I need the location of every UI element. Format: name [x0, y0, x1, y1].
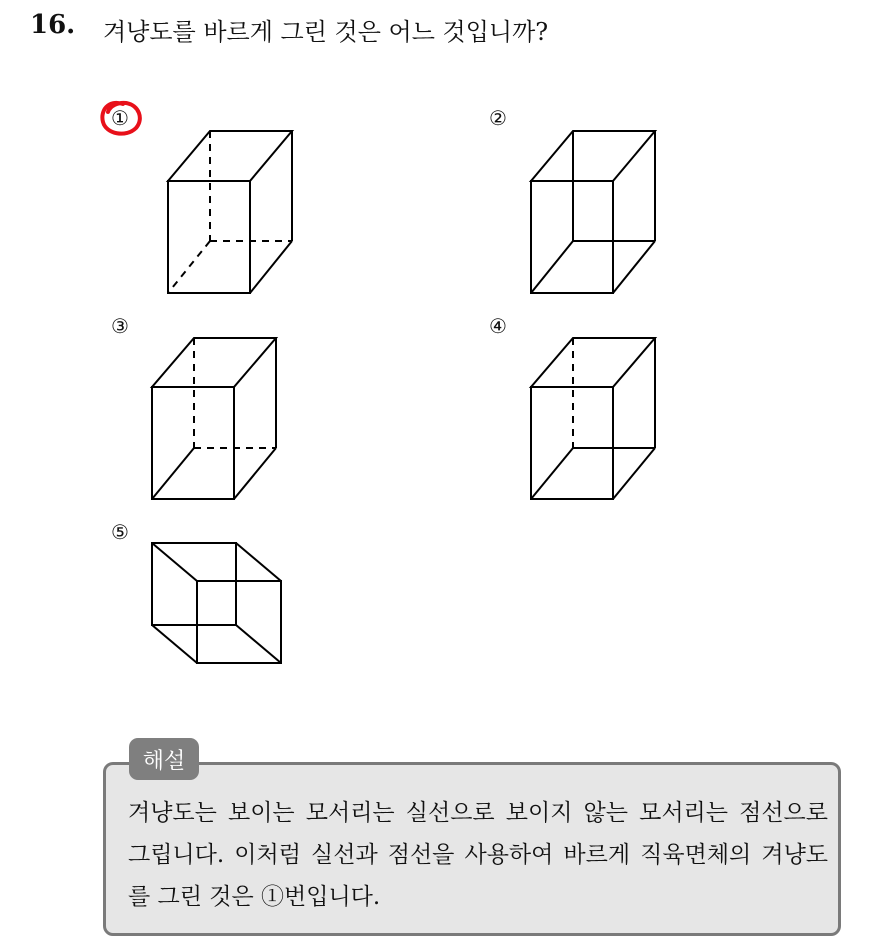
option-5-label[interactable]: ⑤ [111, 520, 129, 544]
explanation-tag: 해설 [129, 738, 199, 780]
option-3-cuboid[interactable] [152, 338, 276, 499]
question-number: 16. [30, 10, 76, 40]
option-4-label[interactable]: ④ [489, 314, 507, 338]
explanation-text: 겨냥도는 보이는 모서리는 실선으로 보이지 않는 모서리는 점선으로 그립니다. 이처럼 실선과 점선을 사용하여 바르게 직육면체의 겨냥도를 그린 것은 ①번입니다. [128, 800, 828, 910]
option-1-cuboid[interactable] [168, 131, 292, 293]
option-4-cuboid[interactable] [531, 338, 655, 499]
option-1-label[interactable]: ① [111, 106, 129, 130]
option-3-label[interactable]: ③ [111, 314, 129, 338]
option-5-cuboid[interactable] [152, 543, 281, 663]
option-2-cuboid[interactable] [531, 131, 655, 293]
option-2-label[interactable]: ② [489, 106, 507, 130]
question-text: 겨냥도를 바르게 그린 것은 어느 것입니까? [103, 18, 549, 46]
